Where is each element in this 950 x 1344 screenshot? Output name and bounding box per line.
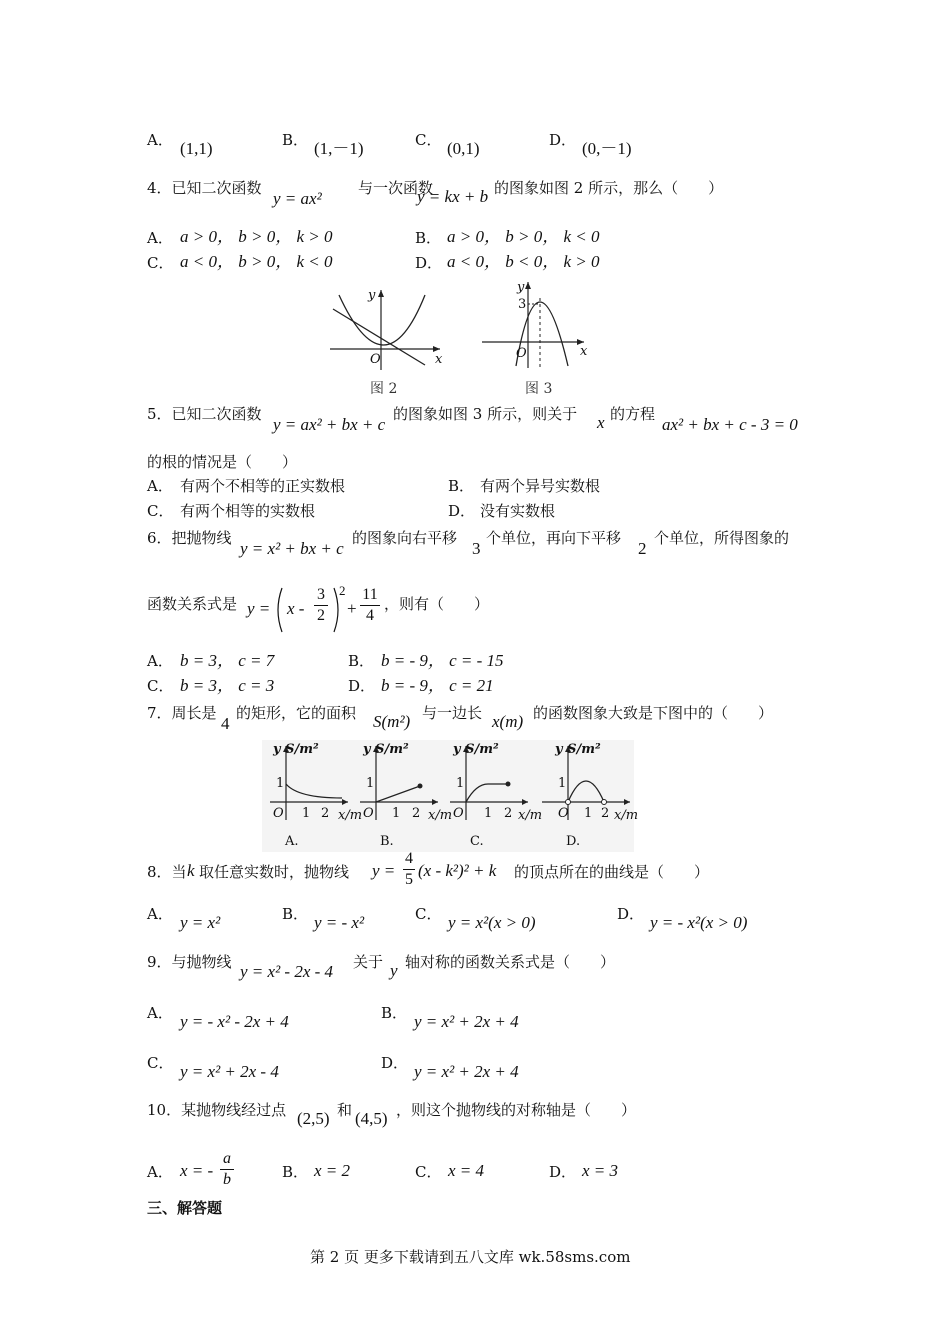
fig2-caption: 图 2 xyxy=(370,381,398,397)
q10-option-d-value: x = 3 xyxy=(582,1161,619,1180)
page-footer: 第 2 页 更多下载请到五八文库 wk.58sms.com xyxy=(310,1248,631,1266)
q7-graph-a-label: A. xyxy=(285,834,299,849)
q10-point1: (2,5) xyxy=(297,1109,330,1128)
figure-3-graph xyxy=(480,278,590,373)
q8-option-c-label: C． xyxy=(415,905,442,923)
q8-option-d-label: D． xyxy=(617,905,645,923)
q9-suffix: 轴对称的函数关系式是（ ） xyxy=(405,953,616,971)
q7-mid2: 与一边长 xyxy=(422,704,483,722)
q8-option-b-label: B． xyxy=(282,905,309,923)
fig3-x-label: x xyxy=(580,344,588,359)
q7-graph-c-tick2: 2 xyxy=(504,806,513,821)
q5-option-d-label: D． xyxy=(448,502,476,520)
q5-prefix: 5．已知二次函数 xyxy=(147,405,262,423)
q7-graph-b-xlabel: x/m xyxy=(428,808,453,823)
q5-option-a-label: A． xyxy=(147,477,173,495)
q9-option-d-label: D． xyxy=(381,1054,409,1072)
q7-graph-a-ylabel: y S/m² xyxy=(273,742,319,757)
fig3-three-label: 3 xyxy=(518,297,527,312)
q7-graph-a-tick1: 1 xyxy=(302,806,311,821)
q8-mid: 取任意实数时，抛物线 xyxy=(199,863,350,881)
q6-option-a-value: b = 3， c = 7 xyxy=(180,651,275,670)
q7-graph-a-xlabel: x/m xyxy=(338,808,363,823)
q6-n2: 2 xyxy=(638,539,647,558)
q7-n: 4 xyxy=(221,714,230,733)
q6-mid: 的图象向右平移 xyxy=(352,529,458,547)
q5-option-c-label: C． xyxy=(147,502,174,520)
q4-option-a-label: A． xyxy=(147,229,173,247)
q7-graph-c-one: 1 xyxy=(456,776,465,791)
q3-option-d-value: (0,－1) xyxy=(582,139,632,158)
q7-expr2: x(m) xyxy=(492,712,524,731)
q7-graph-d-label: D. xyxy=(566,834,581,849)
q9-prefix: 9．与抛物线 xyxy=(147,953,232,971)
q4-option-a-value: a > 0， b > 0， k > 0 xyxy=(180,227,333,246)
q8-rest: (x - k²)² + k xyxy=(418,861,497,880)
figure-2-graph xyxy=(325,285,445,375)
q5-option-c-value: 有两个相等的实数根 xyxy=(180,502,316,520)
q9-option-a-value: y = - x² - 2x + 4 xyxy=(180,1012,289,1031)
fig2-x-label: x xyxy=(435,352,443,367)
q6-option-d-value: b = - 9， c = 21 xyxy=(381,676,494,695)
q7-graph-d-tick2: 2 xyxy=(601,806,610,821)
q8-y: y = xyxy=(372,861,396,880)
q4-mid: 与一次函数 xyxy=(358,179,434,197)
q6-option-b-value: b = - 9， c = - 15 xyxy=(381,651,504,670)
q6-line2-inner: x - xyxy=(287,599,305,618)
q5-mid: 的图象如图 3 所示，则关于 xyxy=(393,405,578,423)
q7-graph-d-ylabel: y S/m² xyxy=(555,742,601,757)
q7-graph-b-origin: O xyxy=(363,806,374,821)
q9-option-a-label: A． xyxy=(147,1004,173,1022)
q6-frac2-den: 4 xyxy=(366,607,374,624)
q6-mid2: 个单位，再向下平移 xyxy=(486,529,622,547)
q6-expr1: y = x² + bx + c xyxy=(240,539,344,558)
q6-option-b-label: B． xyxy=(348,652,375,670)
q10-option-b-value: x = 2 xyxy=(314,1161,351,1180)
q5-option-d-value: 没有实数根 xyxy=(480,502,556,520)
q7-suffix: 的函数图象大致是下图中的（ ） xyxy=(533,704,774,722)
q7-graph-b-one: 1 xyxy=(366,776,375,791)
section-heading: 三、解答题 xyxy=(147,1199,223,1217)
fig2-origin-label: O xyxy=(370,352,381,367)
q6-option-d-label: D． xyxy=(348,677,376,695)
q7-graph-d-origin: O xyxy=(558,806,569,821)
q10-option-d-label: D． xyxy=(549,1163,577,1181)
q4-option-d-label: D． xyxy=(415,254,443,272)
q3-option-d-label: D． xyxy=(549,131,577,149)
q10-option-a-label: A． xyxy=(147,1163,173,1181)
q3-option-c-value: (0,1) xyxy=(447,139,480,158)
fig2-y-label: y xyxy=(368,288,376,303)
q7-graph-d-one: 1 xyxy=(558,776,567,791)
q10-option-b-label: B． xyxy=(282,1163,309,1181)
fig3-y-label: y xyxy=(517,280,525,295)
q5-option-b-value: 有两个异号实数根 xyxy=(480,477,601,495)
q5-line2: 的根的情况是（ ） xyxy=(147,453,298,471)
q6-frac2-num: 11 xyxy=(362,586,378,603)
q8-frac-den: 5 xyxy=(405,871,413,888)
q6-fraction-2 xyxy=(360,586,380,625)
q9-expr: y = x² - 2x - 4 xyxy=(240,962,334,981)
q3-option-b-value: (1,－1) xyxy=(314,139,364,158)
q10-prefix: 10．某抛物线经过点 xyxy=(147,1101,287,1119)
q9-option-b-label: B． xyxy=(381,1004,408,1022)
q9-var: y xyxy=(390,961,398,980)
q10-mid: 和 xyxy=(337,1101,353,1119)
q7-graph-c-origin: O xyxy=(453,806,464,821)
q9-option-c-label: C． xyxy=(147,1054,174,1072)
q4-suffix: 的图象如图 2 所示，那么（ ） xyxy=(494,179,724,197)
q7-expr1: S(m²) xyxy=(373,712,411,731)
q7-graph-c-label: C. xyxy=(470,834,484,849)
q10-option-c-value: x = 4 xyxy=(448,1161,485,1180)
q9-mid: 关于 xyxy=(353,953,384,971)
q7-graph-a-tick2: 2 xyxy=(321,806,330,821)
q5-var: x xyxy=(597,413,605,432)
q6-parentheses xyxy=(274,584,344,636)
q8-suffix: 的顶点所在的曲线是（ ） xyxy=(514,863,710,881)
q4-prefix: 4．已知二次函数 xyxy=(147,179,262,197)
q8-k: k xyxy=(187,861,195,880)
q3-option-b-label: B． xyxy=(282,131,309,149)
q8-option-d-value: y = - x²(x > 0) xyxy=(650,913,748,932)
q7-prefix: 7．周长是 xyxy=(147,704,217,722)
q8-option-b-value: y = - x² xyxy=(314,913,365,932)
q8-prefix: 8．当 xyxy=(147,863,187,881)
q6-line2-prefix: 函数关系式是 xyxy=(147,595,238,613)
q8-option-a-value: y = x² xyxy=(180,913,221,932)
q10-option-c-label: C． xyxy=(415,1163,442,1181)
q4-option-b-value: a > 0， b > 0， k < 0 xyxy=(447,227,600,246)
q8-fraction xyxy=(403,850,415,889)
q7-graph-b-tick2: 2 xyxy=(412,806,421,821)
q6-option-a-label: A． xyxy=(147,652,173,670)
fig3-caption: 图 3 xyxy=(525,381,553,397)
q4-expr2: y = kx + b xyxy=(417,187,489,206)
q5-option-a-value: 有两个不相等的正实数根 xyxy=(180,477,346,495)
q6-square: 2 xyxy=(339,583,346,598)
q5-mid2: 的方程 xyxy=(610,405,656,423)
q7-graph-b-label: B. xyxy=(380,834,394,849)
q5-expr1: y = ax² + bx + c xyxy=(273,415,386,434)
q4-expr1: y = ax² xyxy=(273,189,322,208)
fig3-origin-label: O xyxy=(516,346,527,361)
q7-mid: 的矩形，它的面积 xyxy=(236,704,357,722)
q7-graph-d-tick1: 1 xyxy=(584,806,593,821)
q6-option-c-value: b = 3， c = 3 xyxy=(180,676,275,695)
q7-graph-d-xlabel: x/m xyxy=(614,808,639,823)
q6-suffix: 个单位，所得图象的 xyxy=(654,529,790,547)
q6-n1: 3 xyxy=(472,539,481,558)
q10-point2: (4,5) xyxy=(355,1109,388,1128)
q6-line2-y: y = xyxy=(247,599,271,618)
q9-option-c-value: y = x² + 2x - 4 xyxy=(180,1062,279,1081)
q7-graph-b-ylabel: y S/m² xyxy=(363,742,409,757)
q6-frac1-num: 3 xyxy=(317,586,325,603)
q7-graph-a-one: 1 xyxy=(276,776,285,791)
q7-graph-b-tick1: 1 xyxy=(392,806,401,821)
q4-option-c-value: a < 0， b > 0， k < 0 xyxy=(180,252,333,271)
q4-option-b-label: B． xyxy=(415,229,442,247)
q3-option-a-value: (1,1) xyxy=(180,139,213,158)
q8-option-a-label: A． xyxy=(147,905,173,923)
q3-option-a-label: A． xyxy=(147,131,173,149)
q7-graph-c-ylabel: y S/m² xyxy=(453,742,499,757)
q7-graph-a-origin: O xyxy=(273,806,284,821)
q10-suffix: ，则这个抛物线的对称轴是（ ） xyxy=(396,1101,637,1119)
q5-expr2: ax² + bx + c - 3 = 0 xyxy=(662,415,798,434)
q6-frac1-den: 2 xyxy=(317,607,325,624)
q6-prefix: 6．把抛物线 xyxy=(147,529,232,547)
q4-option-d-value: a < 0， b < 0， k > 0 xyxy=(447,252,600,271)
q5-option-b-label: B． xyxy=(448,477,475,495)
q6-fraction-1 xyxy=(314,586,328,625)
q10-option-a-num: a xyxy=(223,1150,231,1167)
q10-option-a-fraction xyxy=(220,1150,234,1189)
q7-graph-c-xlabel: x/m xyxy=(518,808,543,823)
q9-option-b-value: y = x² + 2x + 4 xyxy=(414,1012,519,1031)
q10-option-a-den: b xyxy=(223,1171,231,1188)
q8-frac-num: 4 xyxy=(405,850,413,867)
q3-option-c-label: C． xyxy=(415,131,442,149)
q8-option-c-value: y = x²(x > 0) xyxy=(448,913,536,932)
q10-option-a-x: x = - xyxy=(180,1161,214,1180)
q9-option-d-value: y = x² + 2x + 4 xyxy=(414,1062,519,1081)
q4-option-c-label: C． xyxy=(147,254,174,272)
q6-plus: + xyxy=(347,599,357,618)
q6-line2-suffix: ，则有（ ） xyxy=(384,595,490,613)
q7-graph-c-tick1: 1 xyxy=(484,806,493,821)
q6-option-c-label: C． xyxy=(147,677,174,695)
